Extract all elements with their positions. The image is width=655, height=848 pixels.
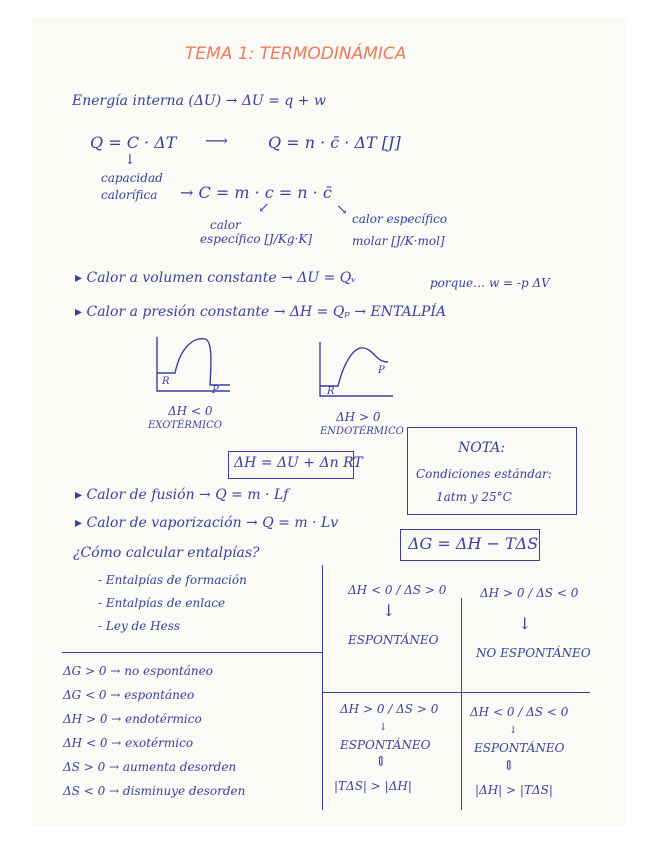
q-molar-formula: Q = n · c̄ · ΔT [J] bbox=[268, 133, 401, 152]
capacidad-down-arrow: ↓ bbox=[124, 152, 136, 168]
arrow-to-calor-molar: ↘ bbox=[336, 202, 348, 218]
calor-molar-label-2: molar [J/K·mol] bbox=[352, 234, 445, 248]
grid-tl-condition: ΔH < 0 / ΔS > 0 bbox=[348, 583, 447, 597]
grid-br-relation: |ΔH| > |TΔS| bbox=[475, 783, 553, 797]
q-arrow: ⟶ bbox=[205, 131, 228, 150]
c-formula: → C = m · c = n · c̄ bbox=[180, 183, 332, 202]
grid-bl-relation: |TΔS| > |ΔH| bbox=[334, 779, 412, 793]
sign-rule-dg-neg: ΔG < 0 → espontáneo bbox=[63, 688, 195, 702]
vertical-divider-main bbox=[322, 565, 323, 810]
grid-br-updown-arrow: ⇕ bbox=[503, 758, 515, 774]
grid-bl-result: ESPONTÁNEO bbox=[340, 738, 431, 752]
grid-tl-result: ESPONTÁNEO bbox=[348, 633, 439, 647]
grid-br-arrow: ↓ bbox=[509, 725, 518, 736]
como-item-hess: - Ley de Hess bbox=[98, 619, 181, 633]
nota-line-1: Condiciones estándar: bbox=[416, 467, 552, 481]
grid-tr-arrow: ↓ bbox=[518, 614, 532, 633]
como-item-enlace: - Entalpías de enlace bbox=[98, 596, 226, 610]
grid-bl-updown-arrow: ⇕ bbox=[375, 754, 387, 770]
capacidad-label-1: capacidad bbox=[101, 171, 163, 185]
bullet-calor-vaporizacion: ▸ Calor de vaporización → Q = m · Lv bbox=[75, 515, 339, 531]
bullet-volumen-porque: porque… w = -p ΔV bbox=[430, 276, 550, 290]
sign-rule-ds-neg: ΔS < 0 → disminuye desorden bbox=[63, 784, 246, 798]
bullet-volumen-constante: ▸ Calor a volumen constante → ΔU = Qᵥ bbox=[75, 270, 357, 286]
exo-type-label: EXOTÉRMICO bbox=[148, 420, 222, 431]
calor-especifico-label-2: específico [J/Kg·K] bbox=[200, 232, 313, 246]
grid-bl-arrow: ↓ bbox=[379, 722, 388, 733]
arrow-to-calor-especifico: ↙ bbox=[258, 200, 270, 216]
como-item-formacion: - Entalpías de formación bbox=[98, 573, 247, 587]
grid-bl-condition: ΔH > 0 / ΔS > 0 bbox=[340, 702, 439, 716]
sign-rule-ds-pos: ΔS > 0 → aumenta desorden bbox=[63, 760, 237, 774]
dg-formula: ΔG = ΔH − TΔS bbox=[408, 534, 539, 553]
q-heat-capacity-formula: Q = C · ΔT bbox=[90, 133, 177, 152]
como-calcular-question: ¿Cómo calcular entalpías? bbox=[73, 545, 260, 561]
sign-rule-dh-neg: ΔH < 0 → exotérmico bbox=[63, 736, 194, 750]
nota-line-2: 1atm y 25°C bbox=[436, 490, 512, 504]
sign-rule-dh-pos: ΔH > 0 → endotérmico bbox=[63, 712, 202, 726]
bullet-presion-constante: ▸ Calor a presión constante → ΔH = Qₚ → ENTALPÍA bbox=[75, 304, 447, 320]
sign-rule-dg-pos: ΔG > 0 → no espontáneo bbox=[63, 664, 213, 678]
page-title: TEMA 1: TERMODINÁMICA bbox=[185, 44, 407, 64]
capacidad-label-2: calorífica bbox=[101, 188, 158, 202]
grid-tr-condition: ΔH > 0 / ΔS < 0 bbox=[480, 586, 579, 600]
grid-br-result: ESPONTÁNEO bbox=[474, 741, 565, 755]
horizontal-divider-grid bbox=[322, 692, 590, 693]
endo-type-label: ENDOTÉRMICO bbox=[320, 426, 404, 437]
horizontal-divider-left bbox=[62, 652, 322, 653]
nota-title: NOTA: bbox=[458, 440, 506, 456]
calor-molar-label-1: calor específico bbox=[352, 212, 448, 226]
dh-relation-formula: ΔH = ΔU + Δn RT bbox=[234, 455, 363, 471]
endo-reactants-label: R bbox=[327, 386, 335, 397]
endo-products-label: P bbox=[378, 365, 385, 376]
endo-dh-label: ΔH > 0 bbox=[336, 410, 381, 424]
bullet-calor-fusion: ▸ Calor de fusión → Q = m · Lf bbox=[75, 487, 289, 503]
vertical-divider-grid bbox=[461, 598, 462, 810]
energia-interna-line: Energía interna (ΔU) → ΔU = q + w bbox=[72, 93, 326, 109]
exo-dh-label: ΔH < 0 bbox=[168, 404, 213, 418]
grid-tr-result: NO ESPONTÁNEO bbox=[476, 646, 591, 660]
exo-products-label: P bbox=[212, 385, 219, 396]
exo-reactants-label: R bbox=[162, 376, 170, 387]
calor-especifico-label-1: calor bbox=[210, 218, 241, 232]
grid-tl-arrow: ↓ bbox=[382, 601, 396, 620]
grid-br-condition: ΔH < 0 / ΔS < 0 bbox=[470, 705, 569, 719]
